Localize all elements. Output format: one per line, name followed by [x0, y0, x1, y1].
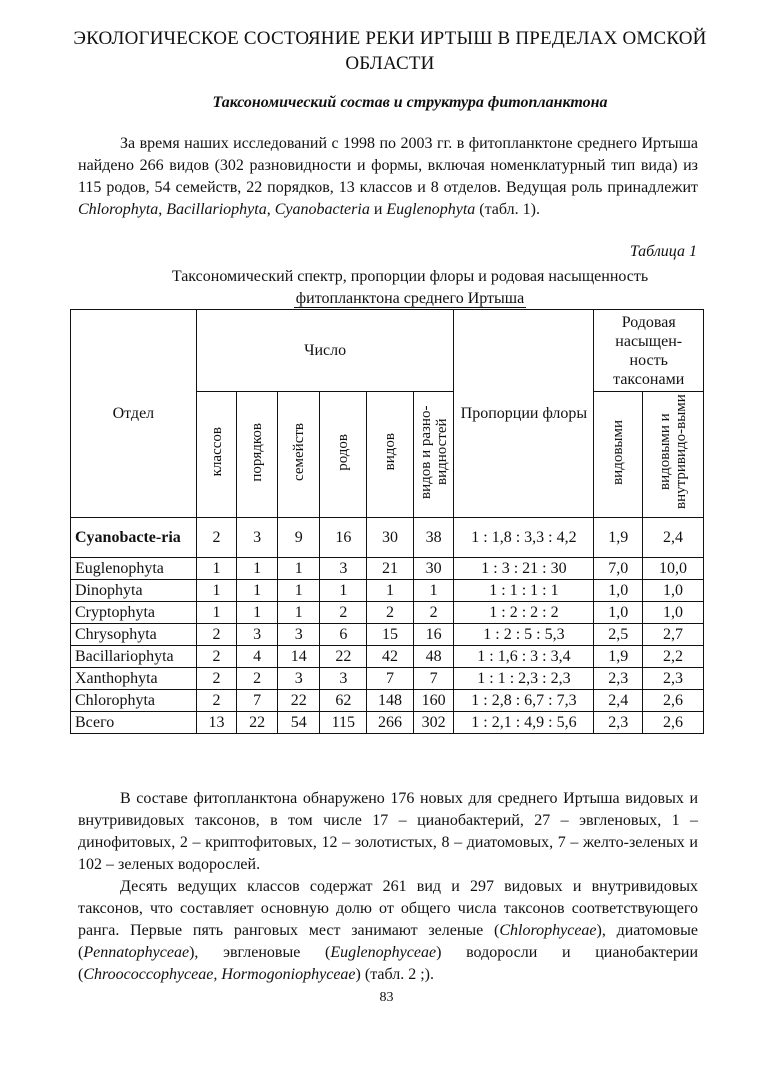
- cell-varieties: 160: [413, 690, 454, 712]
- header-col-genera: родов: [320, 392, 367, 518]
- cell-classes: 2: [196, 690, 237, 712]
- cell-species: 42: [367, 646, 414, 668]
- cell-sat-species: 2,5: [594, 624, 643, 646]
- cell-genera: 3: [320, 558, 367, 580]
- header-col-species: видов: [367, 392, 414, 518]
- header-col-families: семейств: [277, 392, 320, 518]
- table-row: [71, 646, 704, 668]
- cell-orders: 7: [237, 690, 278, 712]
- cell-orders: 3: [237, 518, 278, 558]
- cell-sat-species: 2,3: [594, 712, 643, 734]
- p3-text-2: ), диатомовые (: [78, 922, 698, 961]
- taxon-chlorophyta: Chlorophyta: [78, 201, 159, 218]
- cell-classes: 2: [196, 518, 237, 558]
- cell-sat-infra: 10,0: [643, 558, 704, 580]
- cell-proportions: 1 : 1,6 : 3 : 3,4: [454, 646, 594, 668]
- header-col-orders: порядков: [237, 392, 278, 518]
- cell-sat-infra: 1,0: [643, 580, 704, 602]
- cell-orders: 1: [237, 602, 278, 624]
- page-number: 83: [379, 990, 394, 1005]
- table-row: [71, 668, 704, 690]
- cell-families: 3: [277, 624, 320, 646]
- cell-proportions: 1 : 1 : 2,3 : 2,3: [454, 668, 594, 690]
- header-sat-infraspecific: видовыми и внутривидо-выми: [643, 392, 704, 518]
- header-col-varieties: видов и разно-видностей: [413, 392, 454, 518]
- cell-sat-species: 1,0: [594, 602, 643, 624]
- taxon-cyanobacteria-classes: Chroococcophyceae, Hormogoniophyceae: [83, 966, 356, 983]
- taxon-euglenophyta: Euglenophyta: [386, 201, 476, 218]
- cell-species: 30: [367, 518, 414, 558]
- cell-proportions: 1 : 1 : 1 : 1: [454, 580, 594, 602]
- cell-orders: 1: [237, 558, 278, 580]
- cell-sat-species: 7,0: [594, 558, 643, 580]
- cell-orders: 2: [237, 668, 278, 690]
- cell-classes: 1: [196, 602, 237, 624]
- cell-genera: 1: [320, 580, 367, 602]
- cell-proportions: 1 : 2 : 5 : 5,3: [454, 624, 594, 646]
- cell-sat-species: 2,3: [594, 668, 643, 690]
- intro-paragraph: [78, 133, 698, 221]
- row-division: Chrysophyta: [71, 624, 197, 646]
- cell-sat-infra: 2,3: [643, 668, 704, 690]
- leading-classes-paragraph: [78, 876, 698, 986]
- cell-species: 7: [367, 668, 414, 690]
- cell-sat-infra: 2,2: [643, 646, 704, 668]
- cell-sat-infra: 2,6: [643, 712, 704, 734]
- row-division: Всего: [71, 712, 197, 734]
- p3-text-5: ) (табл. 2 ;).: [355, 966, 434, 983]
- cell-sat-species: 1,9: [594, 646, 643, 668]
- taxon-bacillariophyta: Bacillariophyta: [166, 201, 267, 218]
- intro-sep-1: ,: [158, 201, 167, 218]
- table-row: [71, 518, 704, 558]
- cell-genera: 2: [320, 602, 367, 624]
- cell-genera: 6: [320, 624, 367, 646]
- cell-orders: 4: [237, 646, 278, 668]
- cell-sat-species: 1,0: [594, 580, 643, 602]
- taxon-chlorophyceae: Chlorophyceae: [499, 922, 597, 939]
- header-saturation-group: Родовая насыщен-ность таксонами: [594, 310, 704, 392]
- cell-sat-species: 1,9: [594, 518, 643, 558]
- cell-families: 14: [277, 646, 320, 668]
- row-division: Euglenophyta: [71, 558, 197, 580]
- cell-families: 3: [277, 668, 320, 690]
- row-division: Cyanobacte-ria: [71, 518, 197, 558]
- taxon-pennatophyceae: Pennatophyceae: [83, 944, 190, 961]
- intro-text-2: (табл. 1).: [475, 201, 540, 218]
- table-caption-line-2: фитопланктона среднего Иртыша: [295, 290, 525, 307]
- header-division: Отдел: [71, 310, 197, 518]
- header-number-group: Число: [196, 310, 454, 392]
- row-division: Chlorophyta: [71, 690, 197, 712]
- taxonomic-table: [70, 309, 704, 734]
- cell-sat-infra: 1,0: [643, 602, 704, 624]
- table-row: [71, 690, 704, 712]
- cell-classes: 13: [196, 712, 237, 734]
- header-sat-species: видовыми: [594, 392, 643, 518]
- cell-classes: 1: [196, 580, 237, 602]
- row-division: Bacillariophyta: [71, 646, 197, 668]
- cell-varieties: 2: [413, 602, 454, 624]
- cell-classes: 2: [196, 624, 237, 646]
- intro-and: и: [369, 201, 387, 218]
- intro-text-1: За время наших исследований с 1998 по 2003 гг. в фитопланктоне среднего Иртыша найдено 266 видов (302 разновидности и формы, включая номенклатурный тип вида) из 115 родов, 54 семейств, 22 порядков, 13 классов и 8 отделов. Ведущая роль принадлежит: [78, 135, 698, 196]
- cell-varieties: 1: [413, 580, 454, 602]
- table-row: [71, 558, 704, 580]
- cell-varieties: 16: [413, 624, 454, 646]
- taxon-cyanobacteria: Cyanobacteria: [274, 201, 370, 218]
- cell-proportions: 1 : 2 : 2 : 2: [454, 602, 594, 624]
- cell-genera: 62: [320, 690, 367, 712]
- taxon-euglenophyceae: Euglenophyceae: [330, 944, 437, 961]
- cell-sat-infra: 2,4: [643, 518, 704, 558]
- row-division: Xanthophyta: [71, 668, 197, 690]
- cell-families: 1: [277, 602, 320, 624]
- p3-text-1: Десять ведущих классов содержат 261 вид и 297 видовых и внутривидовых таксонов, что составляет основную долю от общего числа таксонов соответствующего ранга. Первые пять ранговых мест занимают зеленые (: [78, 878, 698, 939]
- cell-species: 266: [367, 712, 414, 734]
- cell-families: 1: [277, 580, 320, 602]
- table-row: [71, 624, 704, 646]
- table-row-total: [71, 712, 704, 734]
- cell-genera: 16: [320, 518, 367, 558]
- table-row: [71, 580, 704, 602]
- intro-sep-2: ,: [266, 201, 275, 218]
- cell-genera: 3: [320, 668, 367, 690]
- cell-varieties: 302: [413, 712, 454, 734]
- cell-sat-species: 2,4: [594, 690, 643, 712]
- section-title: Таксономический состав и структура фитопланктона: [212, 94, 608, 111]
- header-proportions: Пропорции флоры: [454, 310, 594, 518]
- cell-proportions: 1 : 3 : 21 : 30: [454, 558, 594, 580]
- p3-text-3: ), эвгленовые (: [189, 944, 331, 961]
- row-division: Cryptophyta: [71, 602, 197, 624]
- cell-species: 148: [367, 690, 414, 712]
- cell-orders: 22: [237, 712, 278, 734]
- running-head: ЭКОЛОГИЧЕСКОЕ СОСТОЯНИЕ РЕКИ ИРТЫШ В ПРЕДЕЛАХ ОМСКОЙ ОБЛАСТИ: [73, 28, 707, 74]
- header-col-classes: классов: [196, 392, 237, 518]
- cell-families: 22: [277, 690, 320, 712]
- cell-classes: 2: [196, 646, 237, 668]
- cell-orders: 3: [237, 624, 278, 646]
- cell-classes: 2: [196, 668, 237, 690]
- table-caption: [110, 266, 710, 310]
- cell-orders: 1: [237, 580, 278, 602]
- cell-species: 15: [367, 624, 414, 646]
- table-caption-line-1: Таксономический спектр, пропорции флоры и родовая насыщенность: [171, 268, 649, 285]
- cell-sat-infra: 2,6: [643, 690, 704, 712]
- cell-genera: 22: [320, 646, 367, 668]
- table-row: [71, 602, 704, 624]
- cell-varieties: 7: [413, 668, 454, 690]
- cell-proportions: 1 : 2,1 : 4,9 : 5,6: [454, 712, 594, 734]
- cell-families: 9: [277, 518, 320, 558]
- new-taxa-paragraph: В составе фитопланктона обнаружено 176 новых для среднего Иртыша видовых и внутривидовых таксонов, в том числе 17 – цианобактерий, 27 – эвгленовых, 1 – динофитовых, 2 – криптофитовых, 12 – золотистых, 8 – диатомовых, 7 – желто-зеленых и 102 – зеленых водорослей.: [78, 790, 698, 873]
- row-division: Dinophyta: [71, 580, 197, 602]
- cell-varieties: 48: [413, 646, 454, 668]
- cell-families: 54: [277, 712, 320, 734]
- cell-species: 21: [367, 558, 414, 580]
- table-label: Таблица 1: [629, 243, 697, 260]
- cell-species: 1: [367, 580, 414, 602]
- cell-species: 2: [367, 602, 414, 624]
- p3-text-4: ) водоросли и цианобактерии (: [78, 944, 698, 983]
- cell-proportions: 1 : 2,8 : 6,7 : 7,3: [454, 690, 594, 712]
- cell-families: 1: [277, 558, 320, 580]
- cell-classes: 1: [196, 558, 237, 580]
- cell-proportions: 1 : 1,8 : 3,3 : 4,2: [454, 518, 594, 558]
- cell-genera: 115: [320, 712, 367, 734]
- cell-sat-infra: 2,7: [643, 624, 704, 646]
- cell-varieties: 30: [413, 558, 454, 580]
- cell-varieties: 38: [413, 518, 454, 558]
